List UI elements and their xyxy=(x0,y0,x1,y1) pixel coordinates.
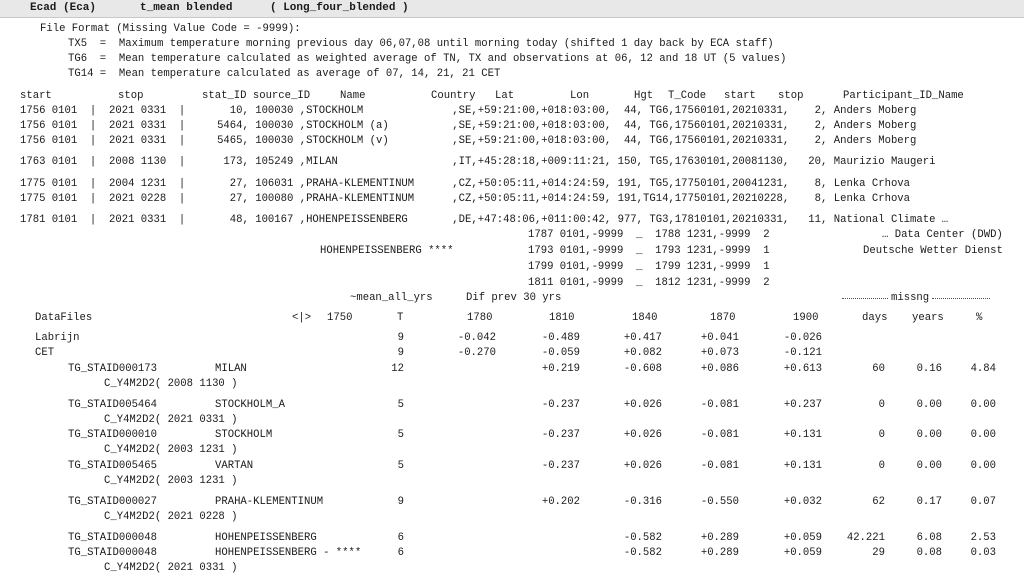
missing-years: 0.17 xyxy=(916,496,942,508)
t-value: 5 xyxy=(397,460,404,472)
value-1810: -0.237 xyxy=(541,399,580,411)
missing-days: 29 xyxy=(872,547,885,559)
value-1810: -0.489 xyxy=(541,332,580,344)
col-stat-source: stat_ID source_ID xyxy=(202,90,311,102)
col-1840: 1840 xyxy=(632,312,658,324)
t-value: 9 xyxy=(397,332,404,344)
value-1840: -0.608 xyxy=(623,363,662,375)
col-datafiles: DataFiles xyxy=(35,312,93,324)
value-1840: +0.026 xyxy=(623,399,662,411)
station-row: 1763 0101 | 2008 1130 | 173, 105249 ,MILAN ,IT,+45:28:18,+009:11:21, 150, TG5,17630101,20081130, 20, Maurizio Maugeri xyxy=(20,156,936,168)
station-row: 1775 0101 | 2021 0228 | 27, 100080 ,PRAHA-KLEMENTINUM ,CZ,+50:05:11,+014:24:59, 191,TG14,17750101,20210228, 8, Lenka Crhova xyxy=(20,193,911,205)
col-1780: 1780 xyxy=(467,312,493,324)
datafile-name: TG_STAID000027 xyxy=(68,496,158,508)
missing-years: 0.08 xyxy=(916,547,942,559)
col-1900: 1900 xyxy=(793,312,819,324)
datafile-date-sub: C_Y4M2D2( 2003 1231 ) xyxy=(104,475,238,487)
value-1870: +0.041 xyxy=(700,332,739,344)
missing-years: 0.00 xyxy=(916,429,942,441)
format-line-tg6: TG6 = Mean temperature calculated as weighted average of TN, TX and observations at 06, 12 and 18 UT (5 values) xyxy=(68,53,787,65)
value-1840: -0.582 xyxy=(623,532,662,544)
col-years: years xyxy=(912,312,944,324)
value-1870: -0.550 xyxy=(700,496,739,508)
col-lon: Lon xyxy=(570,90,590,102)
datafile-date-sub: C_Y4M2D2( 2021 0331 ) xyxy=(104,414,238,426)
station-name: STOCKHOLM_A xyxy=(215,399,285,411)
col-country: Country xyxy=(431,90,476,102)
station-name: HOHENPEISSENBERG xyxy=(215,532,317,544)
title-bar xyxy=(0,0,1024,18)
value-1810: +0.202 xyxy=(541,496,580,508)
col-participant: Participant_ID_Name xyxy=(843,90,964,102)
station-row: 1756 0101 | 2021 0331 | 5465, 100030 ,STOCKHOLM (v) ,SE,+59:21:00,+018:03:00, 44, TG6,17560101,20210331, 2, Anders Moberg xyxy=(20,135,917,147)
t-value: 6 xyxy=(397,547,404,559)
value-1840: +0.026 xyxy=(623,429,662,441)
datafile-name: TG_STAID005464 xyxy=(68,399,158,411)
method-label: t_mean blended xyxy=(140,2,233,14)
mean-header: ~mean_all_yrs xyxy=(350,292,433,304)
missing-days: 62 xyxy=(872,496,885,508)
missing-separator xyxy=(842,298,888,299)
value-1810: -0.237 xyxy=(541,429,580,441)
value-1780: -0.042 xyxy=(457,332,496,344)
col-t: T xyxy=(397,312,404,324)
missing-pct: 0.00 xyxy=(970,460,996,472)
col-start: start xyxy=(20,90,52,102)
datafile-date-sub: C_Y4M2D2( 2021 0331 ) xyxy=(104,562,238,574)
missing-header: missng xyxy=(891,292,930,304)
missing-pct: 4.84 xyxy=(970,363,996,375)
gaps-label: HOHENPEISSENBERG **** xyxy=(320,245,454,257)
missing-days: 0 xyxy=(878,429,885,441)
value-1870: +0.073 xyxy=(700,347,739,359)
gap-row: 1787 0101,-9999 _ 1788 1231,-9999 2 xyxy=(528,229,770,241)
value-1810: +0.219 xyxy=(541,363,580,375)
missing-days: 0 xyxy=(878,460,885,472)
value-1840: -0.316 xyxy=(623,496,662,508)
gap-row: 1799 0101,-9999 _ 1799 1231,-9999 1 xyxy=(528,261,770,273)
missing-pct: 0.03 xyxy=(970,547,996,559)
value-1870: -0.081 xyxy=(700,429,739,441)
missing-days: 42.221 xyxy=(846,532,885,544)
value-1870: +0.289 xyxy=(700,532,739,544)
participant-continuation: … Data Center (DWD) xyxy=(882,229,1003,241)
value-1810: -0.237 xyxy=(541,460,580,472)
missing-pct: 2.53 xyxy=(970,532,996,544)
value-1870: -0.081 xyxy=(700,399,739,411)
gap-row: 1811 0101,-9999 _ 1812 1231,-9999 2 xyxy=(528,277,770,289)
missing-years: 0.16 xyxy=(916,363,942,375)
value-1900: +0.131 xyxy=(783,429,822,441)
datafile-name: CET xyxy=(35,347,55,359)
t-value: 6 xyxy=(397,532,404,544)
value-1900: +0.613 xyxy=(783,363,822,375)
variant-label: ( Long_four_blended ) xyxy=(270,2,409,14)
station-row: 1756 0101 | 2021 0331 | 10, 100030 ,STOCKHOLM ,SE,+59:21:00,+018:03:00, 44, TG6,17560101,20210331, 2, Anders Moberg xyxy=(20,105,917,117)
value-1900: -0.121 xyxy=(783,347,822,359)
t-value: 9 xyxy=(397,347,404,359)
col-tstart: start xyxy=(724,90,756,102)
datafile-name: TG_STAID000048 xyxy=(68,532,158,544)
datafile-date-sub: C_Y4M2D2( 2008 1130 ) xyxy=(104,378,238,390)
missing-days: 0 xyxy=(878,399,885,411)
value-1840: +0.082 xyxy=(623,347,662,359)
station-name: HOHENPEISSENBERG - **** xyxy=(215,547,362,559)
missing-pct: 0.00 xyxy=(970,429,996,441)
t-value: 12 xyxy=(391,363,404,375)
value-1900: +0.032 xyxy=(783,496,822,508)
col-tcode: T_Code xyxy=(668,90,707,102)
missing-years: 0.00 xyxy=(916,460,942,472)
datafile-date-sub: C_Y4M2D2( 2003 1231 ) xyxy=(104,444,238,456)
value-1900: +0.237 xyxy=(783,399,822,411)
t-value: 5 xyxy=(397,399,404,411)
col-marker: <|> xyxy=(292,312,312,324)
station-name: VARTAN xyxy=(215,460,254,472)
value-1900: +0.131 xyxy=(783,460,822,472)
station-name: MILAN xyxy=(215,363,247,375)
value-1840: +0.417 xyxy=(623,332,662,344)
format-line-tg14: TG14 = Mean temperature calculated as average of 07, 14, 21, 21 CET xyxy=(68,68,501,80)
value-1870: +0.289 xyxy=(700,547,739,559)
missing-pct: 0.07 xyxy=(970,496,996,508)
col-name: Name xyxy=(340,90,366,102)
station-row: 1756 0101 | 2021 0331 | 5464, 100030 ,STOCKHOLM (a) ,SE,+59:21:00,+018:03:00, 44, TG6,17560101,20210331, 2, Anders Moberg xyxy=(20,120,917,132)
format-line-tx5: TX5 = Maximum temperature morning previous day 06,07,08 until morning today (shifted 1 day back by ECA staff) xyxy=(68,38,774,50)
gap-row: 1793 0101,-9999 _ 1793 1231,-9999 1 xyxy=(528,245,770,257)
col-stop: stop xyxy=(118,90,144,102)
col-tstop: stop xyxy=(778,90,804,102)
col-1810: 1810 xyxy=(549,312,575,324)
value-1870: +0.086 xyxy=(700,363,739,375)
station-row: 1775 0101 | 2004 1231 | 27, 106031 ,PRAHA-KLEMENTINUM ,CZ,+50:05:11,+014:24:59, 191, TG5,17750101,20041231, 8, Lenka Crhova xyxy=(20,178,911,190)
datafile-name: TG_STAID000010 xyxy=(68,429,158,441)
value-1900: +0.059 xyxy=(783,547,822,559)
participant-continuation: Deutsche Wetter Dienst xyxy=(863,245,1003,257)
value-1780: -0.270 xyxy=(457,347,496,359)
t-value: 5 xyxy=(397,429,404,441)
value-1870: -0.081 xyxy=(700,460,739,472)
source-label: Ecad (Eca) xyxy=(30,2,97,14)
col-lat: Lat xyxy=(495,90,515,102)
file-format-intro: File Format (Missing Value Code = -9999): xyxy=(40,23,301,35)
value-1840: -0.582 xyxy=(623,547,662,559)
col-1870: 1870 xyxy=(710,312,736,324)
missing-days: 60 xyxy=(872,363,885,375)
datafile-date-sub: C_Y4M2D2( 2021 0228 ) xyxy=(104,511,238,523)
datafile-name: TG_STAID000173 xyxy=(68,363,158,375)
col-pct: % xyxy=(976,312,983,324)
value-1840: +0.026 xyxy=(623,460,662,472)
datafile-name: TG_STAID005465 xyxy=(68,460,158,472)
station-row: 1781 0101 | 2021 0331 | 48, 100167 ,HOHENPEISSENBERG ,DE,+47:48:06,+011:00:42, 977, TG3,17810101,20210331, 11, National Climate … xyxy=(20,214,949,226)
col-hgt: Hgt xyxy=(634,90,654,102)
col-1750: 1750 xyxy=(327,312,353,324)
missing-years: 0.00 xyxy=(916,399,942,411)
datafile-name: Labrijn xyxy=(35,332,80,344)
value-1810: -0.059 xyxy=(541,347,580,359)
missing-pct: 0.00 xyxy=(970,399,996,411)
value-1900: -0.026 xyxy=(783,332,822,344)
missing-years: 6.08 xyxy=(916,532,942,544)
station-name: STOCKHOLM xyxy=(215,429,273,441)
t-value: 9 xyxy=(397,496,404,508)
datafile-name: TG_STAID000048 xyxy=(68,547,158,559)
col-days: days xyxy=(862,312,888,324)
value-1900: +0.059 xyxy=(783,532,822,544)
station-name: PRAHA-KLEMENTINUM xyxy=(215,496,324,508)
missing-separator xyxy=(932,298,990,299)
dif-header: Dif prev 30 yrs xyxy=(466,292,562,304)
